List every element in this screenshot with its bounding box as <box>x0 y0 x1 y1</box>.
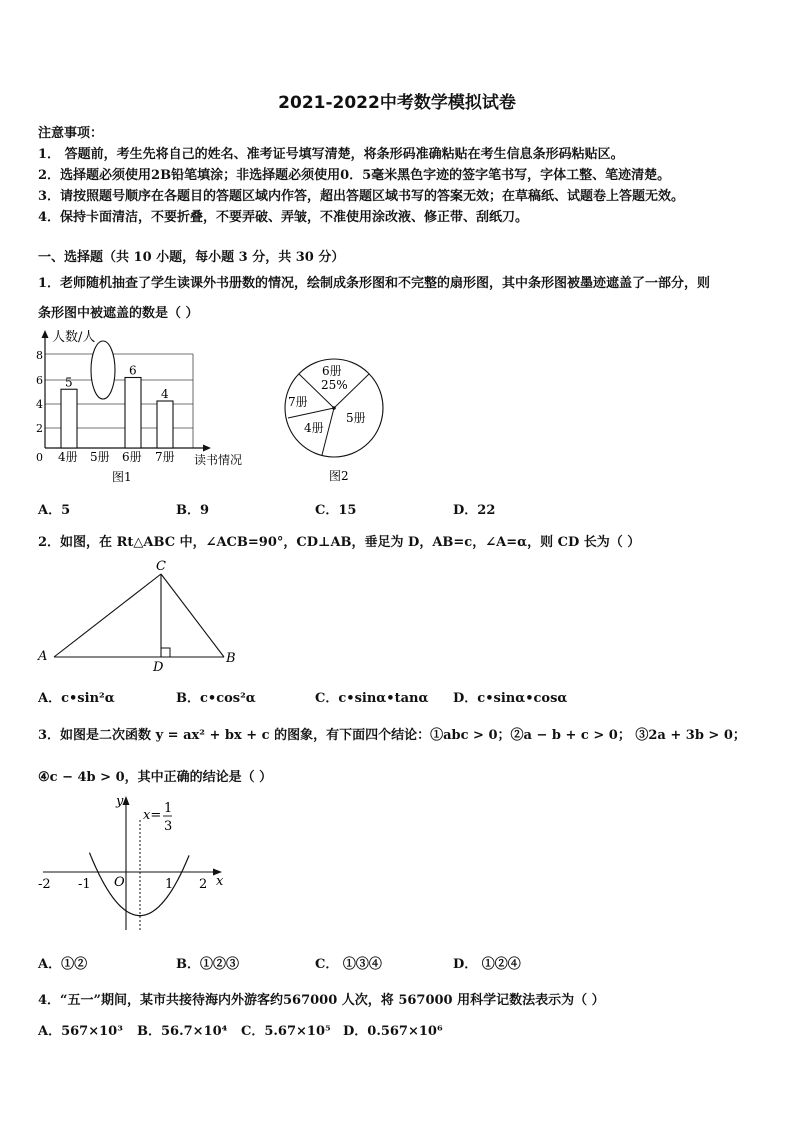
pie-label-5: 5册 <box>346 411 366 425</box>
pie-label-7: 7册 <box>288 395 308 409</box>
symmetry-eq: x= <box>143 808 162 823</box>
pie-divider <box>322 408 334 455</box>
pie-label-4: 4册 <box>304 421 324 435</box>
question-3-stem: 3．如图是二次函数 y = ax² + bx + c 的图象，有下面四个结论：①abc > 0；②a − b + c > 0； ③2a + 3b > 0； <box>38 728 746 743</box>
bar-6册 <box>125 378 141 449</box>
y-tick: 8 <box>36 349 43 362</box>
option-a[interactable]: A．c•sin²α <box>38 691 115 706</box>
pie-divider <box>288 408 334 418</box>
option-d[interactable]: D．22 <box>453 503 496 518</box>
y-tick: 4 <box>36 398 43 411</box>
bar-chart <box>28 326 268 486</box>
point-label: C <box>156 559 166 574</box>
question-1-stem: 1．老师随机抽查了学生读课外书册数的情况，绘制成条形图和不完整的扇形图，其中条形图被墨迹遮盖了一部分，则 <box>38 276 711 291</box>
side-ac <box>54 574 161 657</box>
pie-percent: 25% <box>321 378 348 392</box>
pie-label-6: 6册 <box>322 364 342 378</box>
point-label: B <box>226 651 236 666</box>
page-title: 2021-2022中考数学模拟试卷 <box>278 93 516 113</box>
option-d[interactable]: D．0.567×10⁶ <box>343 1024 443 1039</box>
section-heading: 一、选择题（共 10 小题，每小题 3 分，共 30 分） <box>38 250 345 265</box>
notice-heading: 注意事项： <box>38 126 104 141</box>
x-tick: -2 <box>38 877 51 892</box>
x-tick: -1 <box>78 877 91 892</box>
point-label: D <box>153 660 164 675</box>
side-cb <box>161 574 224 657</box>
y-tick: 6 <box>36 374 43 387</box>
question-4-stem: 4．“五一”期间，某市共接待海内外游客约567000 人次，将 567000 用科学记数法表示为（ ） <box>38 993 605 1008</box>
option-c[interactable]: C．15 <box>315 503 357 518</box>
y-axis-label: y <box>116 794 124 809</box>
option-b[interactable]: B．56.7×10⁴ <box>137 1024 228 1039</box>
y-axis-arrow <box>123 796 130 805</box>
ink-blot <box>91 341 115 399</box>
option-b[interactable]: B．c•cos²α <box>176 691 256 706</box>
option-a[interactable]: A．①② <box>38 957 88 972</box>
parabola-graph <box>30 790 230 940</box>
question-2-stem: 2．如图，在 Rt△ABC 中，∠ACB=90°，CD⊥AB，垂足为 D，AB=c，∠A=α，则 CD 长为（ ） <box>38 535 641 550</box>
bar-4册 <box>61 389 77 448</box>
x-axis-label: x <box>216 874 224 889</box>
bar-value-label: 5 <box>65 375 73 390</box>
option-c[interactable]: C．c•sinα•tanα <box>315 691 429 706</box>
right-angle-mark <box>161 648 170 657</box>
option-c[interactable]: C． ①③④ <box>315 957 382 972</box>
triangle-figure <box>30 556 250 676</box>
figure-caption: 图2 <box>329 469 349 483</box>
symmetry-den: 3 <box>164 819 173 834</box>
x-tick: 1 <box>165 877 174 892</box>
y-tick: 0 <box>36 451 43 464</box>
category-label: 6册 <box>122 450 142 464</box>
figure-caption: 图1 <box>112 470 132 484</box>
bar-7册 <box>157 401 173 448</box>
question-1-stem-cont: 条形图中被遮盖的数是（ ） <box>38 306 199 321</box>
option-a[interactable]: A．5 <box>38 503 71 518</box>
option-a[interactable]: A．567×10³ <box>38 1024 123 1039</box>
x-tick: 2 <box>199 877 208 892</box>
option-d[interactable]: D． ①②④ <box>453 957 521 972</box>
notice-item: 4．保持卡面清洁，不要折叠，不要弄破、弄皱，不准使用涂改液、修正带、刮纸刀。 <box>38 210 529 225</box>
option-c[interactable]: C．5.67×10⁵ <box>241 1024 331 1039</box>
symmetry-num: 1 <box>164 801 173 816</box>
y-tick: 2 <box>36 422 43 435</box>
notice-item: 2．选择题必须使用2B铅笔填涂；非选择题必须使用0．5毫米黑色字迹的签字笔书写，字体工整、笔迹清楚。 <box>38 168 671 183</box>
point-label: A <box>38 649 48 664</box>
bar-value-label: 6 <box>129 363 137 378</box>
option-b[interactable]: B．①②③ <box>176 957 239 972</box>
pie-chart <box>275 352 395 487</box>
category-label: 7册 <box>155 450 175 464</box>
option-d[interactable]: D．c•sinα•cosα <box>453 691 568 706</box>
origin-label: O <box>114 875 125 890</box>
question-3-stem-cont: ④c − 4b > 0，其中正确的结论是（ ） <box>38 770 273 785</box>
notice-item: 3．请按照题号顺序在各题目的答题区域内作答，超出答题区域书写的答案无效；在草稿纸、试题卷上答题无效。 <box>38 189 685 204</box>
x-axis-arrow <box>203 445 211 452</box>
y-axis-arrow <box>42 330 49 338</box>
pie-center <box>332 406 336 410</box>
parabola-curve <box>90 853 190 916</box>
option-b[interactable]: B．9 <box>176 503 210 518</box>
y-axis-label: 人数/人 <box>52 330 96 345</box>
x-axis-label: 读书情况 <box>194 453 243 467</box>
notice-item: 1． 答题前，考生先将自己的姓名、准考证号填写清楚，将条形码准确粘贴在考生信息条形码粘贴区。 <box>38 147 624 162</box>
bar-value-label: 4 <box>161 387 169 401</box>
category-label: 5册 <box>90 450 110 464</box>
category-label: 4册 <box>58 450 78 464</box>
